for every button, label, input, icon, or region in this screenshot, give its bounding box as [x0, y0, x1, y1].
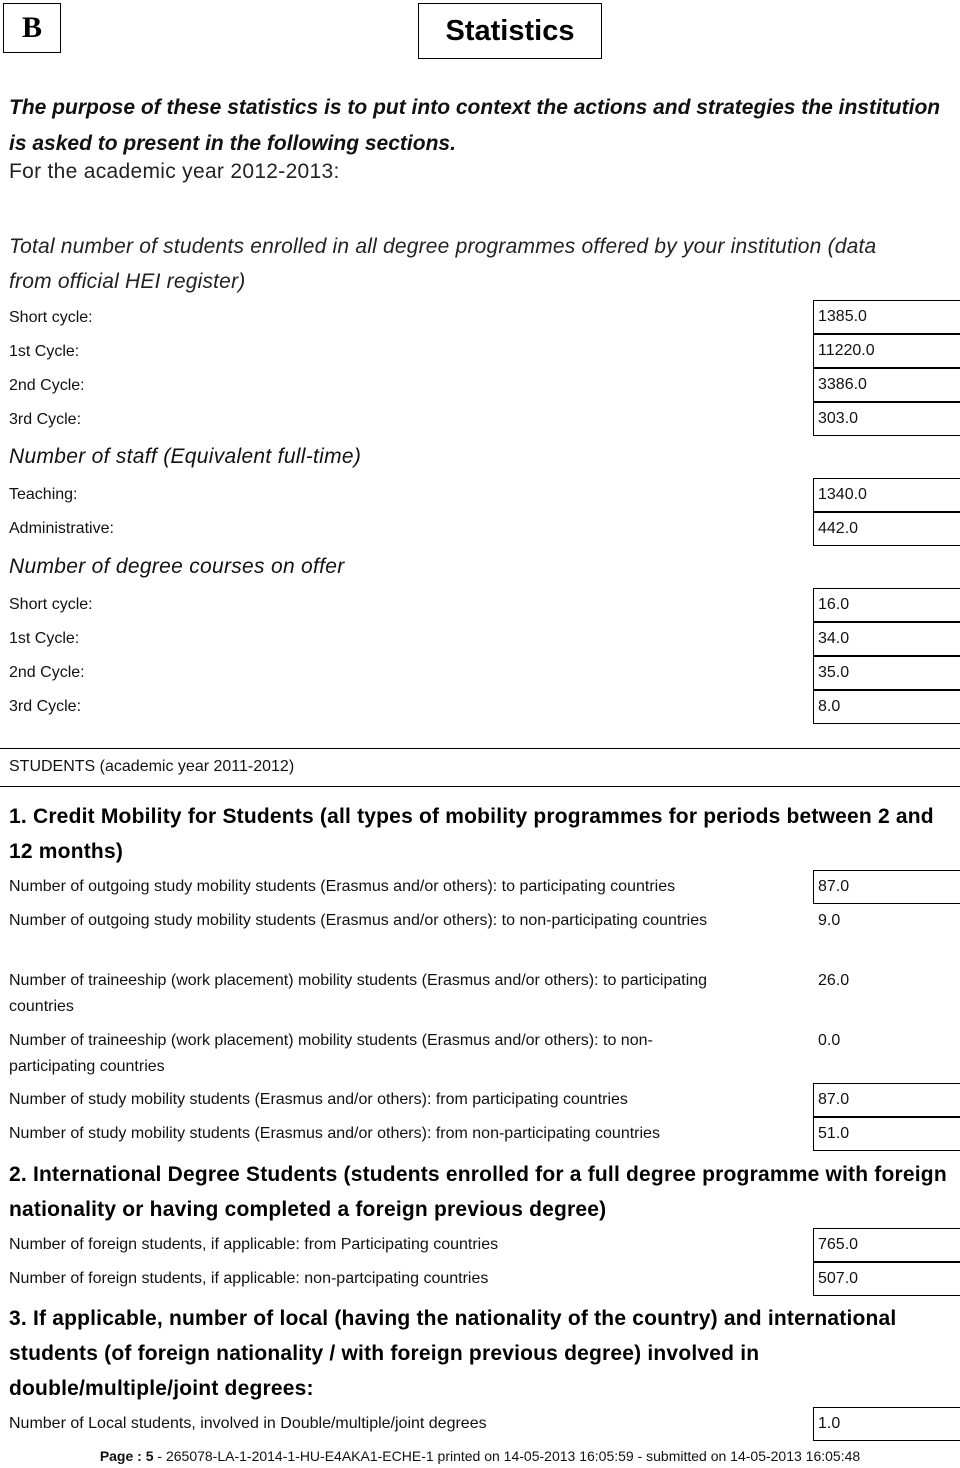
credit-value-4: 0.0 [818, 1032, 841, 1049]
enrolled-label-short: Short cycle: [9, 309, 93, 326]
staff-label-teaching: Teaching: [9, 486, 78, 503]
international-title: 2. International Degree Students (students enrolled for a full degree programme with foreign nationality or having completed a foreign previous degree) [9, 1163, 947, 1221]
courses-title: Number of degree courses on offer [9, 555, 345, 578]
enrolled-value-2nd: 3386.0 [813, 368, 960, 402]
international-value-2: 507.0 [813, 1262, 960, 1296]
students-section-label: STUDENTS (academic year 2011-2012) [9, 758, 295, 775]
enrolled-value-1st: 11220.0 [813, 334, 960, 368]
credit-value-1: 87.0 [813, 870, 960, 904]
enrolled-label-2nd: 2nd Cycle: [9, 377, 85, 394]
international-value-1: 765.0 [813, 1228, 960, 1262]
courses-label-3rd: 3rd Cycle: [9, 698, 82, 715]
footer-page: Page : 5 [99, 1448, 154, 1464]
academic-year-label: For the academic year 2012-2013: [9, 160, 340, 183]
enrolled-label-1st: 1st Cycle: [9, 343, 80, 360]
credit-label-6: Number of study mobility students (Erasmus and/or others): from non-participating countries [9, 1125, 660, 1142]
credit-value-6: 51.0 [813, 1117, 960, 1151]
joint-label-1: Number of Local students, involved in Double/multiple/joint degrees [9, 1415, 487, 1432]
credit-mobility-title: 1. Credit Mobility for Students (all types of mobility programmes for periods between 2 and 12 months) [9, 805, 934, 863]
enrolled-value-3rd: 303.0 [813, 402, 960, 436]
credit-value-3: 26.0 [818, 972, 850, 989]
credit-label-3: Number of traineeship (work placement) mobility students (Erasmus and/or others): to participating countries [9, 972, 708, 1015]
staff-value-administrative: 442.0 [813, 512, 960, 546]
staff-label-administrative: Administrative: [9, 520, 114, 537]
page-footer [0, 1448, 960, 1464]
courses-label-2nd: 2nd Cycle: [9, 664, 85, 681]
divider-bottom [0, 786, 960, 787]
courses-value-2nd: 35.0 [813, 656, 960, 690]
page-title: Statistics [445, 14, 575, 47]
section-letter-box [3, 3, 61, 53]
enrolled-value-short: 1385.0 [813, 300, 960, 334]
credit-label-4: Number of traineeship (work placement) mobility students (Erasmus and/or others): to non-participating countries [9, 1032, 653, 1075]
credit-label-5: Number of study mobility students (Erasmus and/or others): from participating countries [9, 1091, 628, 1108]
courses-label-1st: 1st Cycle: [9, 630, 80, 647]
courses-value-short: 16.0 [813, 588, 960, 622]
intro-text: The purpose of these statistics is to put into context the actions and strategies the institution is asked to present in the following sections. [9, 96, 941, 155]
courses-value-1st: 34.0 [813, 622, 960, 656]
credit-label-1: Number of outgoing study mobility students (Erasmus and/or others): to participating countries [9, 878, 676, 895]
courses-label-short: Short cycle: [9, 596, 93, 613]
enrolled-title: Total number of students enrolled in all degree programmes offered by your institution (data from official HEI register) [9, 235, 877, 293]
divider-top [0, 748, 960, 749]
international-label-2: Number of foreign students, if applicable: non-partcipating countries [9, 1270, 489, 1287]
credit-label-2: Number of outgoing study mobility students (Erasmus and/or others): to non-participating countries [9, 912, 708, 929]
staff-title: Number of staff (Equivalent full-time) [9, 445, 362, 468]
footer-meta: - 265078-LA-1-2014-1-HU-E4AKA1-ECHE-1 printed on 14-05-2013 16:05:59 - submitted on 14-05-2013 16:05:48 [153, 1448, 861, 1464]
international-label-1: Number of foreign students, if applicable: from Participating countries [9, 1236, 499, 1253]
section-letter: B [21, 11, 42, 44]
staff-value-teaching: 1340.0 [813, 478, 960, 512]
joint-title: 3. If applicable, number of local (having the nationality of the country) and international students (of foreign nationality / with foreign previous degree) involved in double/multiple/joint degrees: [9, 1307, 897, 1400]
joint-value-1: 1.0 [813, 1407, 960, 1441]
enrolled-label-3rd: 3rd Cycle: [9, 411, 82, 428]
credit-value-5: 87.0 [813, 1083, 960, 1117]
credit-value-2: 9.0 [818, 912, 841, 929]
courses-value-3rd: 8.0 [813, 690, 960, 724]
page-title-box [418, 3, 602, 59]
